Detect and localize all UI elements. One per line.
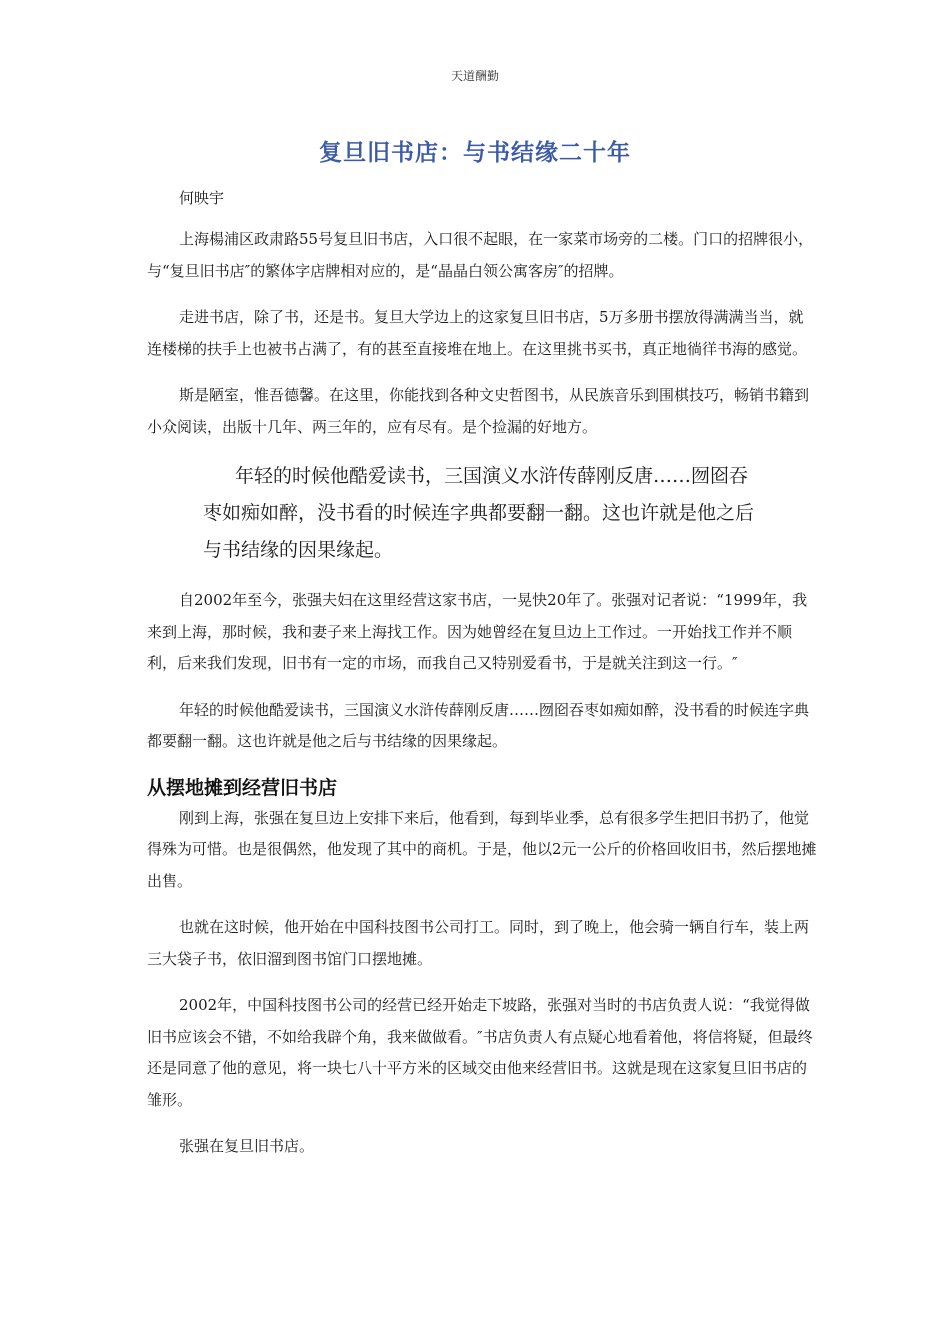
paragraph: 也就在这时候，他开始在中国科技图书公司打工。同时，到了晚上，他会骑一辆自行车，装上两三大袋子书，依旧溜到图书馆门口摆地摊。: [147, 918, 810, 968]
author-byline: 何映宇: [179, 189, 225, 207]
paragraph: 刚到上海，张强在复旦边上安排下来后，他看到，每到毕业季，总有很多学生把旧书扔了，他觉得殊为可惜。也是很偶然，他发现了其中的商机。于是，他以2元一公斤的价格回收旧书，然后摆地摊出售。: [147, 808, 817, 890]
paragraph: 斯是陋室，惟吾德馨。在这里，你能找到各种文史哲图书，从民族音乐到围棋技巧，畅销书籍到小众阅读，出版十几年、两三年的，应有尽有。是个捡漏的好地方。: [147, 386, 810, 436]
paragraph: 走进书店，除了书，还是书。复旦大学边上的这家复旦旧书店，5万多册书摆放得满满当当，就连楼梯的扶手上也被书占满了，有的甚至直接堆在地上。在这里挑书买书，真正地徜徉书海的感觉。: [147, 308, 808, 358]
paragraph: 年轻的时候他酷爱读书，三国演义水浒传薛刚反唐……囫囵吞枣如痴如醉，没书看的时候连字典都要翻一翻。这也许就是他之后与书结缘的因果缘起。: [147, 700, 810, 750]
article-body: [147, 184, 817, 1178]
article-title: 复旦旧书店：与书结缘二十年: [319, 140, 631, 166]
photo-caption: 张强在复旦旧书店。: [179, 1137, 315, 1155]
paragraph: 自2002年至今，张强夫妇在这里经营这家书店，一晃快20年了。张强对记者说：“1999年，我来到上海，那时候，我和妻子来上海找工作。因为她曾经在复旦边上工作过。一开始找工作并不顺利，后来我们发现，旧书有一定的市场，而我自己又特别爱看书，于是就关注到这一行。″: [147, 591, 808, 672]
paragraph: 上海楊浦区政肃路55号复旦旧书店，入口很不起眼，在一家菜市场旁的二楼。门口的招牌很小，与“复旦旧书店″的繁体字店牌相对应的，是“晶晶白领公寓客房″的招牌。: [147, 230, 814, 280]
running-header: 天道酬勤: [450, 69, 499, 83]
pull-quote: 年轻的时候他酷爱读书，三国演义水浒传薛刚反唐……囫囵吞枣如痴如醉，没书看的时候连字典都要翻一翻。这也许就是他之后与书结缘的因果缘起。: [203, 465, 755, 561]
section-heading: 从摆地摊到经营旧书店: [147, 776, 338, 799]
paragraph: 2002年，中国科技图书公司的经营已经开始走下坡路，张强对当时的书店负责人说：“我觉得做旧书应该会不错，不如给我辟个角，我来做做看。″书店负责人有点疑心地看着他，将信将疑，但最终还是同意了他的意见，将一块七八十平方米的区域交由他来经营旧书。这就是现在这家复旦旧书店的雏形。: [147, 996, 813, 1109]
